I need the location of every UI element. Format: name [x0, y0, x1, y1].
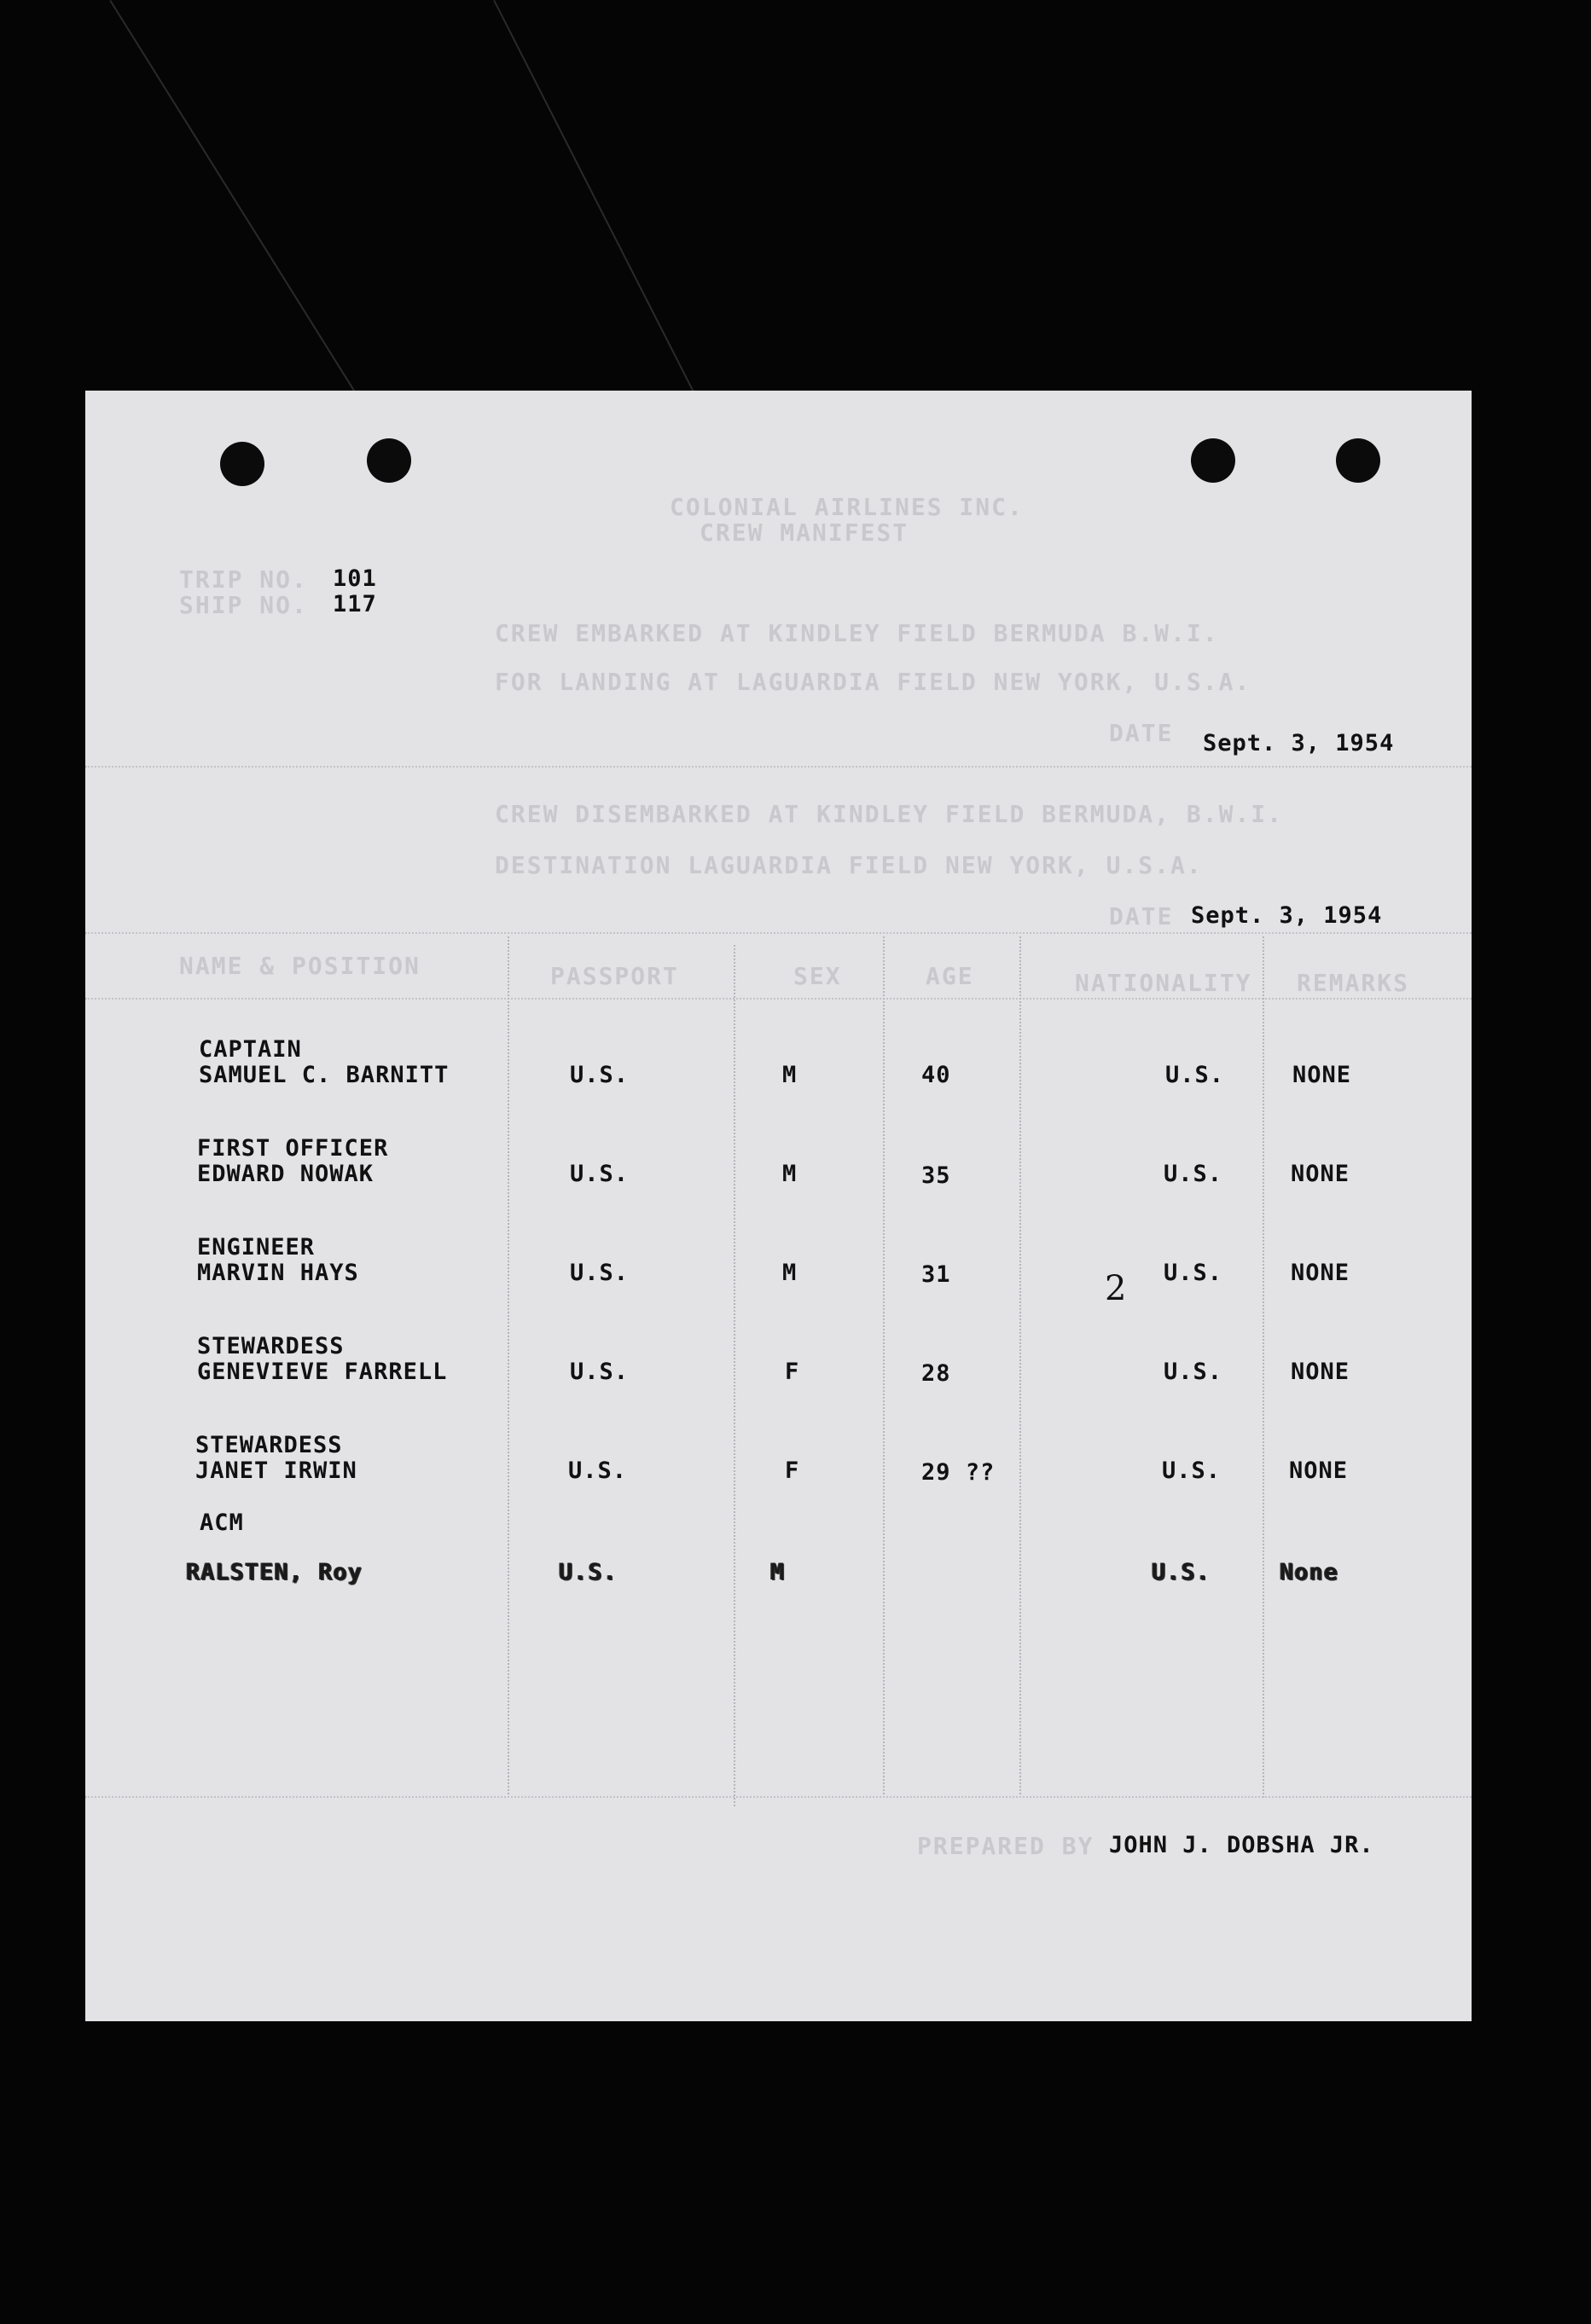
trip-label: TRIP NO. [179, 565, 308, 594]
crew-remarks: NONE [1291, 1161, 1350, 1187]
col-header-name: NAME & POSITION [179, 952, 421, 980]
col-header-remarks: REMARKS [1297, 969, 1410, 997]
crew-name: MARVIN HAYS [197, 1260, 359, 1286]
film-scratch [493, 0, 696, 396]
destination-line-1: FOR LANDING AT LAGUARDIA FIELD NEW YORK, U.S.A. [495, 668, 1251, 696]
ship-number: 117 [333, 591, 377, 617]
date-value-1: Sept. 3, 1954 [1203, 730, 1395, 756]
prepared-by-label: PREPARED BY [917, 1832, 1095, 1860]
rule [85, 1796, 1472, 1798]
rule [85, 932, 1472, 934]
crew-passport: U.S. [570, 1260, 630, 1286]
crew-position: CAPTAIN [199, 1036, 302, 1063]
punch-hole [367, 438, 411, 483]
rule [85, 766, 1472, 768]
punch-hole [220, 442, 264, 486]
crew-position: STEWARDESS [195, 1432, 343, 1458]
airline-name: COLONIAL AIRLINES INC. [670, 493, 1024, 521]
crew-sex: M [770, 1559, 786, 1585]
crew-name: JANET IRWIN [195, 1458, 357, 1484]
trip-number: 101 [333, 565, 377, 592]
crew-position: FIRST OFFICER [197, 1135, 389, 1162]
crew-age: 40 [921, 1062, 951, 1088]
crew-position: ACM [200, 1510, 244, 1536]
crew-passport: U.S. [570, 1359, 630, 1385]
ship-label: SHIP NO. [179, 591, 308, 619]
crew-nationality: U.S. [1164, 1359, 1223, 1385]
crew-remarks: NONE [1289, 1458, 1349, 1484]
crew-age: 29 ?? [921, 1459, 996, 1486]
crew-sex: M [782, 1161, 798, 1187]
crew-remarks: NONE [1291, 1260, 1350, 1286]
col-header-sex: SEX [793, 962, 842, 990]
crew-sex: F [785, 1359, 800, 1385]
col-divider [1019, 936, 1021, 1798]
date-label-1: DATE [1109, 719, 1174, 747]
col-divider [734, 945, 735, 1806]
punch-hole [1191, 438, 1235, 483]
crew-age: 31 [921, 1261, 951, 1288]
embarkation-line-1: CREW EMBARKED AT KINDLEY FIELD BERMUDA B.W.I. [495, 619, 1219, 647]
prepared-by-name: JOHN J. DOBSHA JR. [1109, 1832, 1374, 1858]
date-label-2: DATE [1109, 902, 1174, 930]
crew-sex: F [785, 1458, 800, 1484]
crew-age: 28 [921, 1360, 951, 1387]
manifest-page [85, 391, 1472, 2021]
crew-age: 35 [921, 1162, 951, 1189]
crew-nationality: U.S. [1152, 1559, 1211, 1585]
col-divider [883, 936, 885, 1798]
crew-name: GENEVIEVE FARRELL [197, 1359, 448, 1385]
film-scratch [109, 0, 363, 406]
crew-position: STEWARDESS [197, 1333, 345, 1359]
crew-remarks: None [1280, 1559, 1339, 1585]
crew-passport: U.S. [570, 1161, 630, 1187]
date-value-2: Sept. 3, 1954 [1191, 902, 1383, 929]
col-divider [508, 936, 509, 1798]
crew-nationality: U.S. [1164, 1260, 1223, 1286]
crew-sex: M [782, 1062, 798, 1088]
crew-position: ENGINEER [197, 1234, 316, 1261]
handwritten-page-number: 2 [1105, 1269, 1127, 1308]
col-divider [1263, 936, 1264, 1798]
col-header-passport: PASSPORT [550, 962, 679, 990]
crew-remarks: NONE [1291, 1359, 1350, 1385]
destination-line-2: DESTINATION LAGUARDIA FIELD NEW YORK, U.S.A. [495, 851, 1203, 879]
crew-nationality: U.S. [1165, 1062, 1225, 1088]
crew-nationality: U.S. [1164, 1161, 1223, 1187]
crew-name: RALSTEN, Roy [186, 1559, 363, 1585]
crew-name: EDWARD NOWAK [197, 1161, 375, 1187]
crew-passport: U.S. [559, 1559, 618, 1585]
crew-name: SAMUEL C. BARNITT [199, 1062, 450, 1088]
embarkation-line-2: CREW DISEMBARKED AT KINDLEY FIELD BERMUDA, B.W.I. [495, 800, 1284, 828]
crew-passport: U.S. [570, 1062, 630, 1088]
crew-passport: U.S. [568, 1458, 628, 1484]
crew-remarks: NONE [1292, 1062, 1352, 1088]
col-header-age: AGE [926, 962, 974, 990]
col-header-nationality: NATIONALITY [1075, 969, 1252, 997]
crew-nationality: U.S. [1162, 1458, 1222, 1484]
manifest-title: CREW MANIFEST [700, 519, 909, 547]
crew-sex: M [782, 1260, 798, 1286]
punch-hole [1336, 438, 1380, 483]
